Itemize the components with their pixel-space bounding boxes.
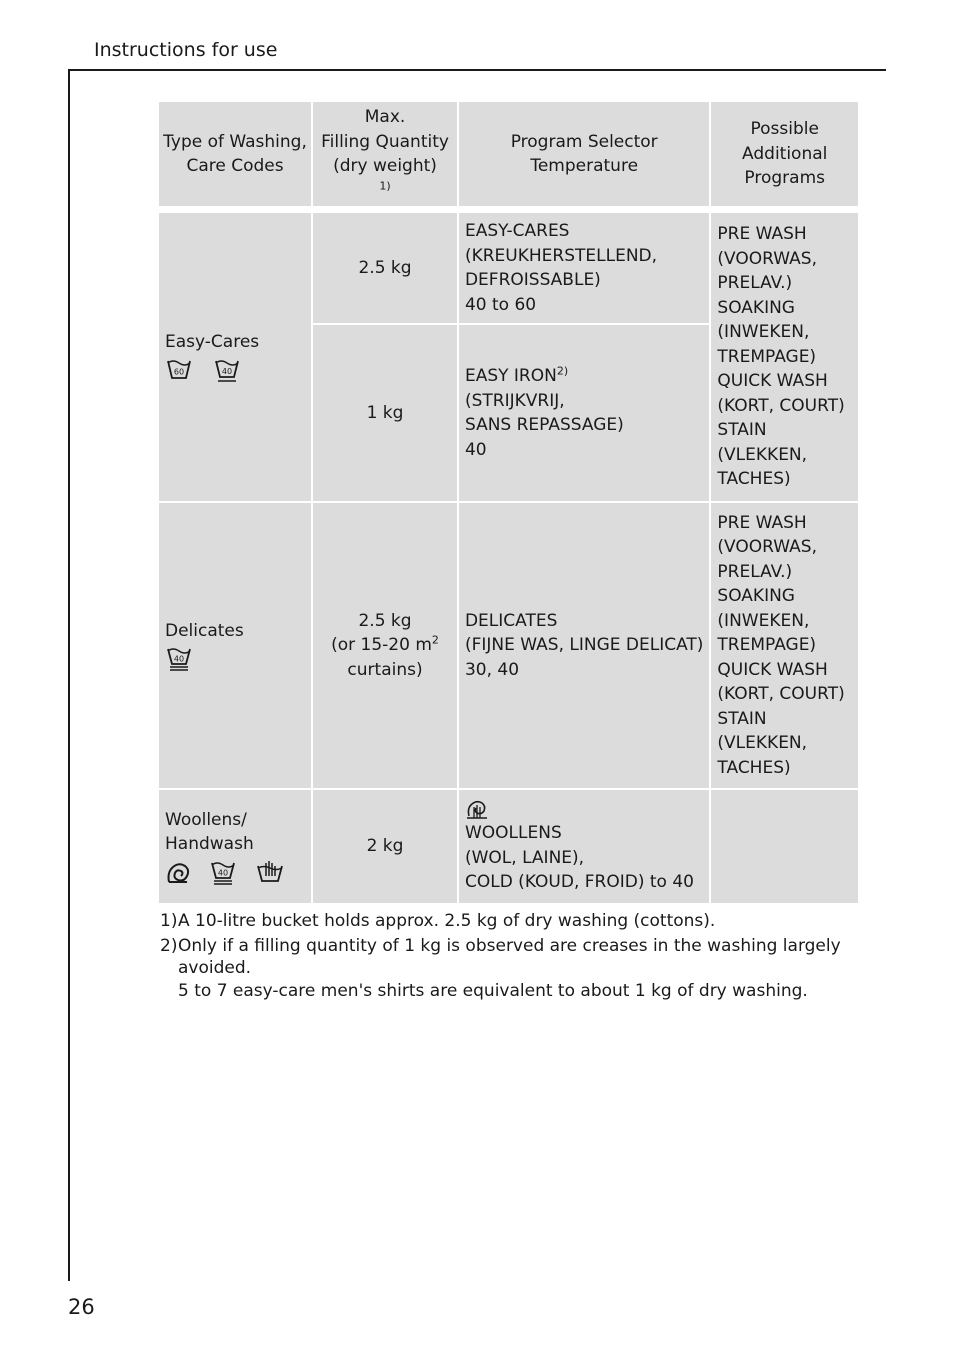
washing-program-table [157,100,860,905]
footnote-1: 1) A 10-litre bucket holds approx. 2.5 kg of dry washing (cottons). [160,911,716,931]
table-row-easy-cares [159,213,858,323]
svg-text:40: 40 [217,868,229,877]
page-number: 26 [68,1295,95,1319]
cell-type-woollens: Woollens/ Handwash 40 [159,790,311,903]
cell-program: WOOLLENS (WOL, LAINE), COLD (KOUD, FROID) to 40 [459,790,709,903]
cell-quantity: 2.5 kg [313,213,457,323]
table-header-row [159,102,858,206]
cell-quantity: 2.5 kg (or 15-20 $m^2$ curtains) [313,503,457,788]
cell-additional-delicates: PRE WASH (VOORWAS, PRELAV.) SOAKING (INWEKEN, TREMPAGE) QUICK WASH (KORT, COURT) STAIN (VLEKKEN, TACHES) [711,503,858,788]
column-header-quantity: Max. Filling Quantity (dry weight) $^{1)}$ [313,102,457,206]
footnote-ref-2: 2) [556,364,569,378]
cell-additional-woollens [711,790,858,903]
side-rule [68,69,70,1281]
cell-program: DELICATES (FIJNE WAS, LINGE DELICAT) 30, 40 [459,503,709,788]
wash-40-very-gentle-icon [209,860,237,886]
wash-60-icon [165,358,193,382]
type-label: Delicates [165,620,244,641]
table-row-delicates [159,503,858,788]
wool-hand-icon [465,798,489,820]
cell-type-easy-cares [159,213,311,501]
cell-additional-easy-cares: PRE WASH (VOORWAS, PRELAV.) SOAKING (INWEKEN, TREMPAGE) QUICK WASH (KORT, COURT) STAIN (VLEKKEN, TACHES) [711,213,858,501]
svg-text:40: 40 [173,654,185,664]
column-header-type: Type of Washing, Care Codes [159,102,311,206]
svg-text:60: 60 [173,367,185,377]
type-label: Easy-Cares [165,332,260,353]
cell-quantity: 1 kg [313,325,457,501]
cell-quantity: 2 kg [313,790,457,903]
wool-mark-icon [165,860,191,886]
svg-text:40: 40 [221,366,233,376]
cell-type-delicates [159,503,311,788]
footnotes [160,910,840,1002]
footnote-ref-1: 1) [379,178,391,192]
wash-40-very-gentle-icon [165,646,193,672]
footnote-extra: 5 to 7 easy-care men's shirts are equivalent to about 1 kg of dry washing. [178,980,808,1001]
hand-wash-icon [255,860,285,884]
header-rule [68,69,886,71]
column-header-program: Program Selector Temperature [459,102,709,206]
page-header-title: Instructions for use [94,39,278,61]
footnote-2: 2) Only if a filling quantity of 1 kg is observed are creases in the washing largely avoided. [160,935,841,978]
wash-40-gentle-icon [213,358,241,384]
cell-program: EASY IRON$^{2)}$ (STRIJKVRIJ, SANS REPASSAGE) 40 [459,325,709,501]
cell-program: EASY-CARES (KREUKHERSTELLEND, DEFROISSABLE) 40 to 60 [459,213,709,323]
table-row-woollens [159,790,858,903]
column-header-additional: Possible Additional Programs [711,102,858,206]
